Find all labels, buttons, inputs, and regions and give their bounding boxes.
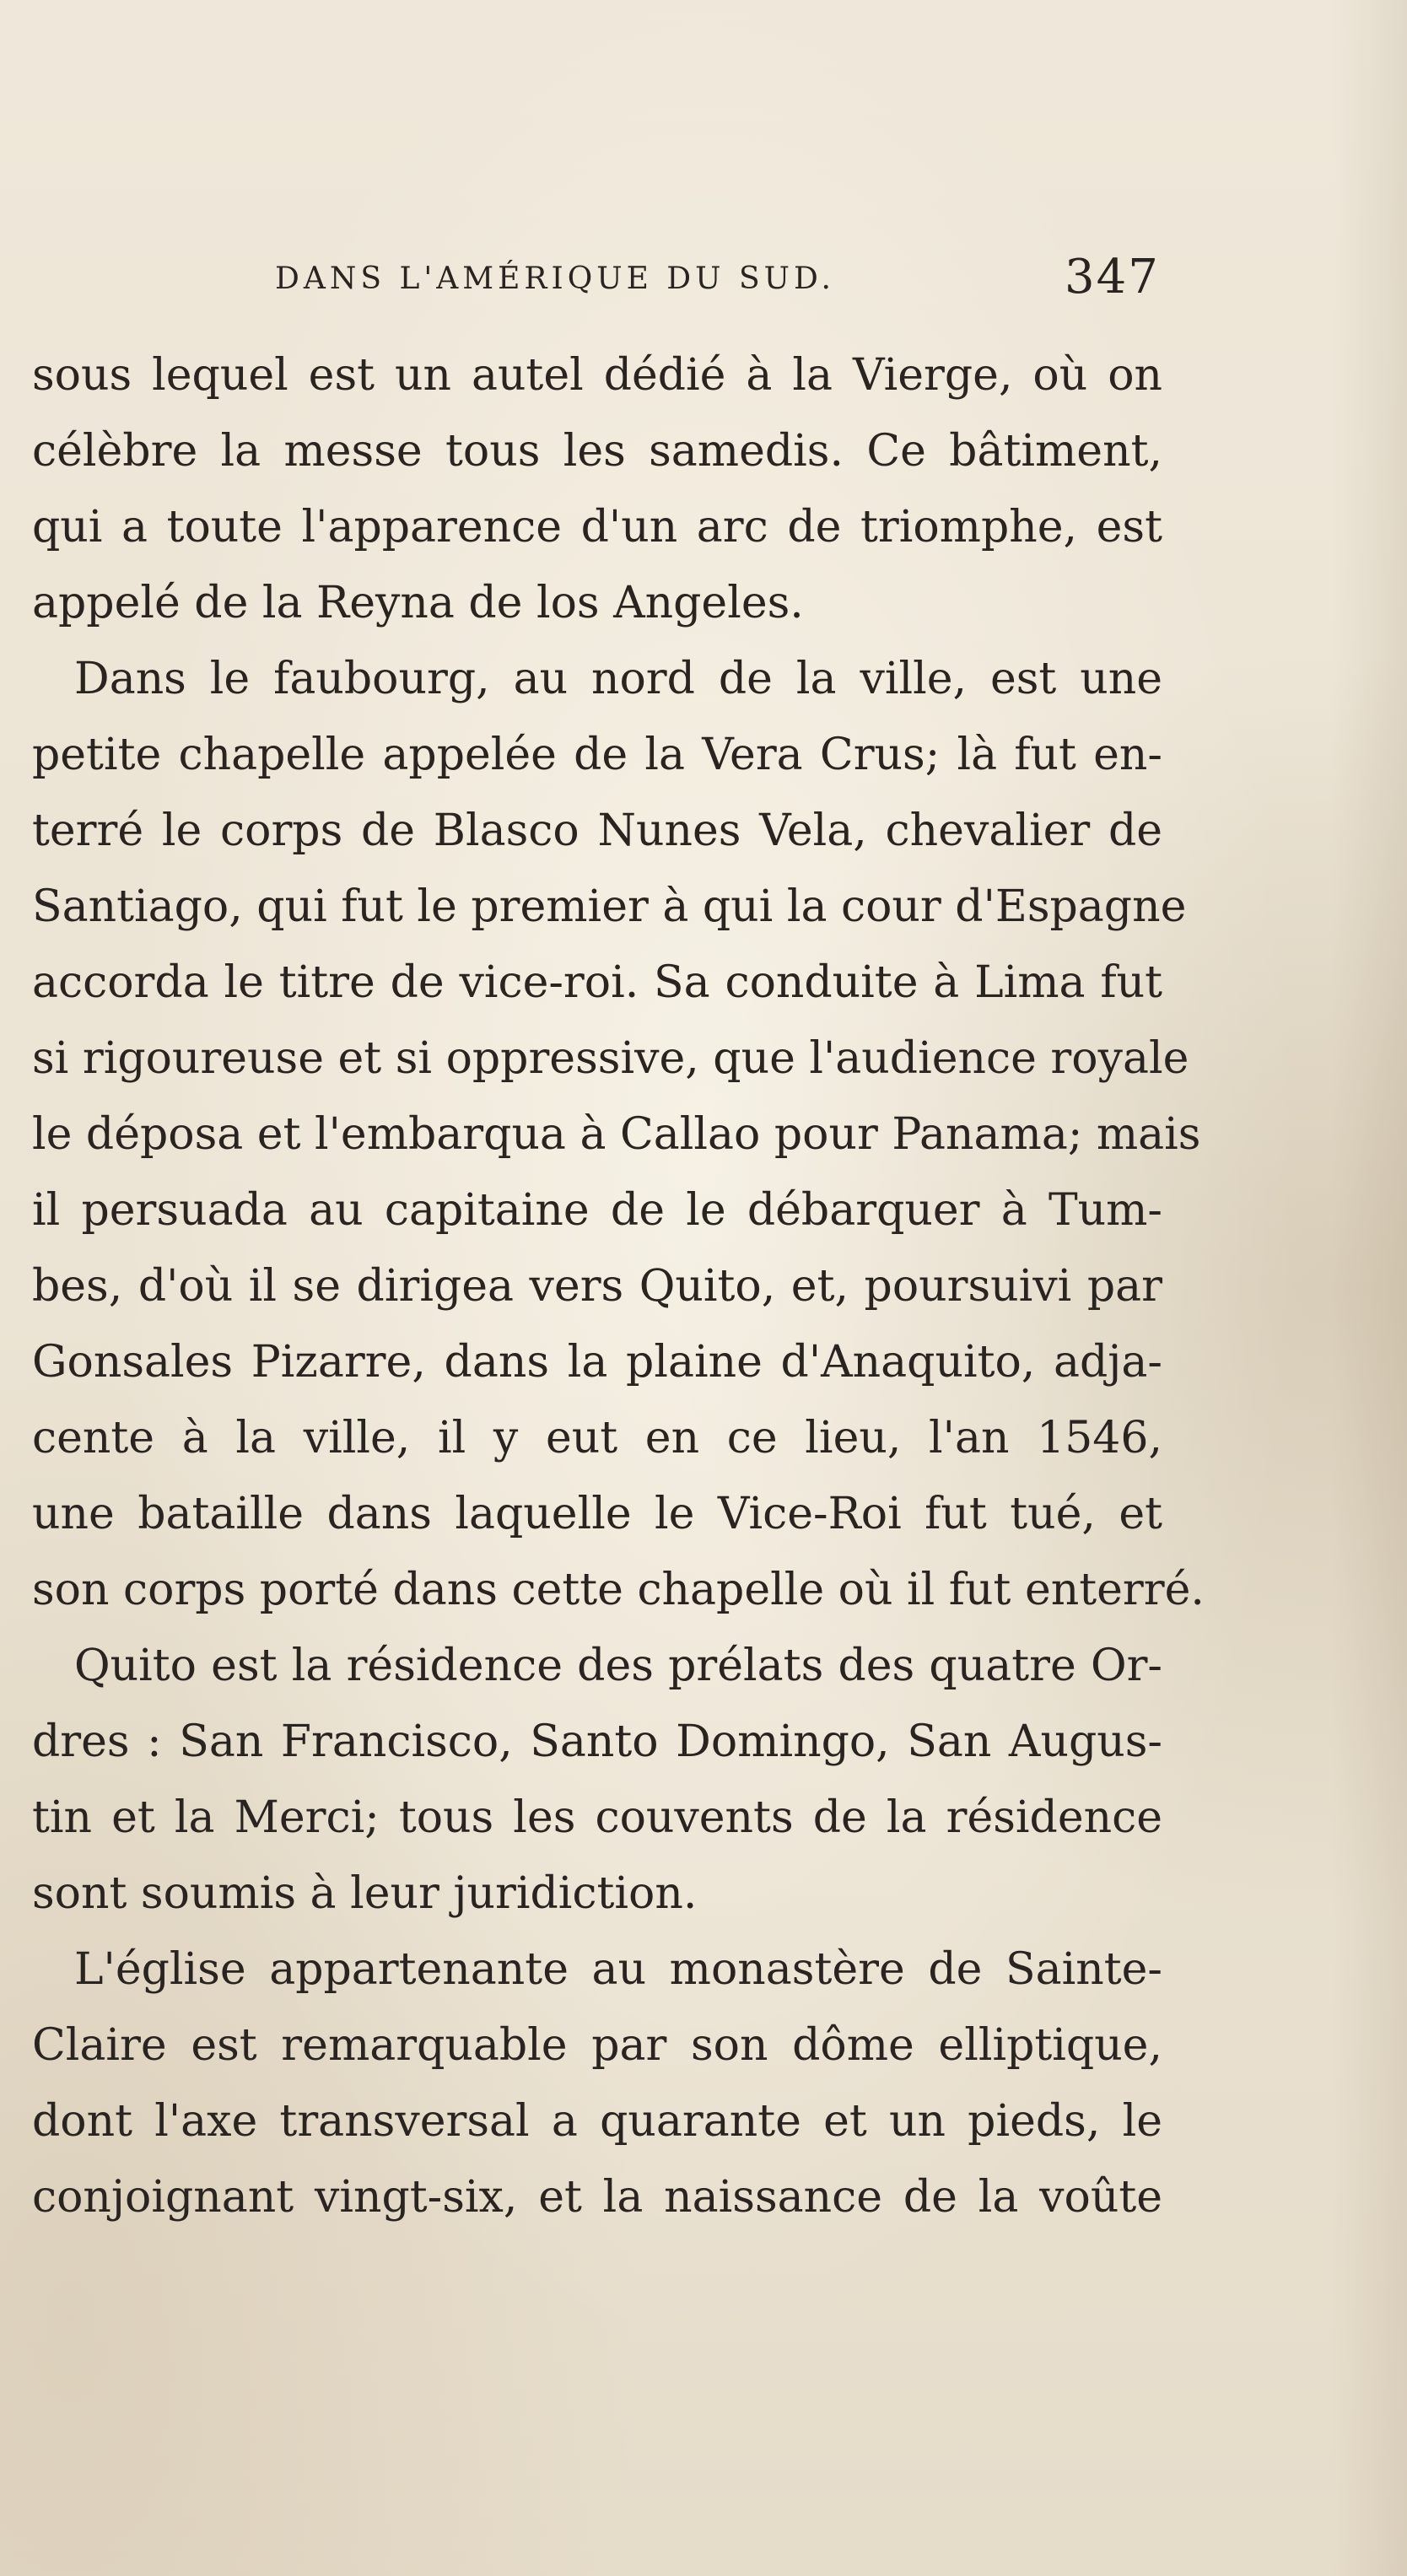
text-line: bes, d'où il se dirigea vers Quito, et, poursuivi par: [32, 1261, 1162, 1312]
text-line: sont soumis à leur juridiction.: [32, 1868, 698, 1919]
text-line: petite chapelle appelée de la Vera Crus; là fut en-: [32, 730, 1162, 780]
text-line: Gonsales Pizarre, dans la plaine d'Anaquito, adja-: [32, 1337, 1162, 1388]
text-line: L'église appartenante au monastère de Sainte-: [74, 1944, 1162, 1995]
paragraph: [32, 641, 1205, 1628]
text-line: le déposa et l'embarqua à Callao pour Panama; mais: [32, 1109, 1201, 1160]
text-line: dont l'axe transversal a quarante et un pieds, le: [32, 2096, 1162, 2147]
text-line: appelé de la Reyna de los Angeles.: [32, 578, 804, 628]
text-line: dres : San Francisco, Santo Domingo, San Augus-: [32, 1716, 1162, 1767]
paragraph: [32, 1628, 1162, 1932]
text-line: accorda le titre de vice-roi. Sa conduite à Lima fut: [32, 957, 1162, 1008]
text-line: son corps porté dans cette chapelle où il fut enterré.: [32, 1565, 1205, 1615]
body-text: [32, 337, 1205, 2235]
text-line: sous lequel est un autel dédié à la Vierge, où on: [32, 350, 1162, 401]
page-edge-shadow: [1331, 0, 1407, 2576]
text-line: Quito est la résidence des prélats des quatre Or-: [74, 1641, 1162, 1691]
text-line: terré le corps de Blasco Nunes Vela, chevalier de: [32, 806, 1162, 856]
text-line: si rigoureuse et si oppressive, que l'audience royale: [32, 1033, 1189, 1084]
running-head: [0, 250, 1407, 321]
text-line: une bataille dans laquelle le Vice-Roi fut tué, et: [32, 1489, 1162, 1539]
running-title: DANS L'AMÉRIQUE DU SUD.: [275, 261, 835, 296]
paragraph: [32, 1932, 1162, 2235]
text-line: qui a toute l'apparence d'un arc de triomphe, est: [32, 502, 1162, 552]
text-line: Dans le faubourg, au nord de la ville, est une: [74, 654, 1162, 704]
text-line: Santiago, qui fut le premier à qui la cour d'Espagne: [32, 881, 1187, 932]
text-line: il persuada au capitaine de le débarquer à Tum-: [32, 1185, 1162, 1236]
text-line: Claire est remarquable par son dôme elliptique,: [32, 2020, 1162, 2071]
text-line: conjoignant vingt-six, et la naissance de la voûte: [32, 2172, 1162, 2223]
text-line: cente à la ville, il y eut en ce lieu, l'an 1546,: [32, 1413, 1162, 1463]
page-number: 347: [1065, 250, 1160, 304]
text-line: célèbre la messe tous les samedis. Ce bâtiment,: [32, 426, 1162, 477]
text-line: tin et la Merci; tous les couvents de la résidence: [32, 1792, 1162, 1843]
paragraph: [32, 337, 1162, 641]
